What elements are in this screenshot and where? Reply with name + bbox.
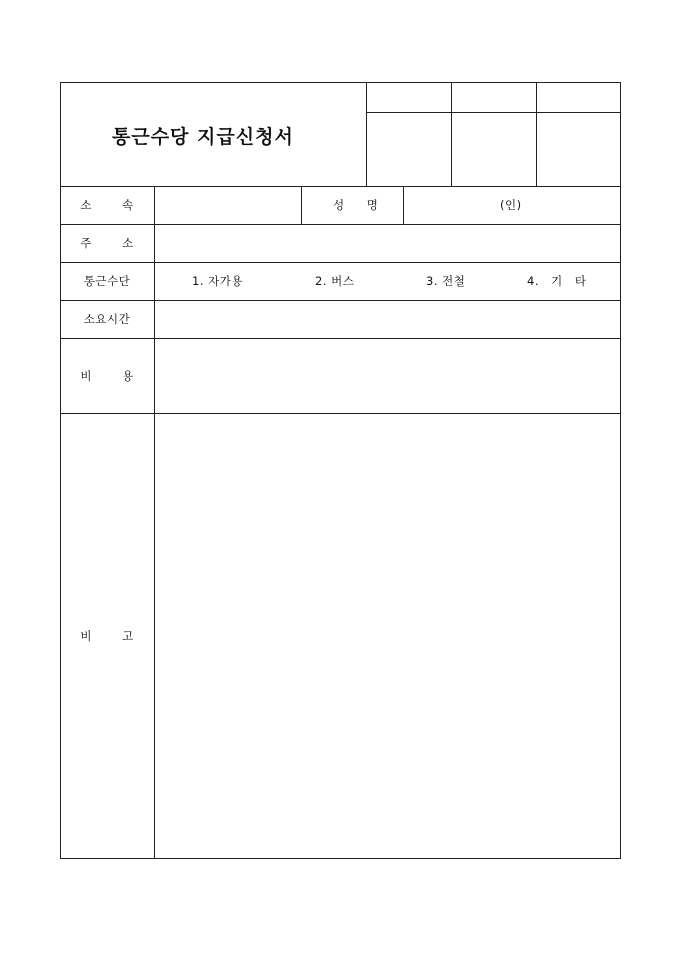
approval-header-1	[366, 82, 452, 113]
time-field[interactable]	[154, 300, 621, 339]
form-title: 통근수당 지급신청서	[112, 126, 294, 148]
remarks-label: 비 고	[80, 629, 134, 643]
approval-sign-2[interactable]	[451, 112, 537, 187]
commute-option-bus[interactable]: 2. 버스	[315, 274, 355, 288]
name-label: 성 명	[333, 198, 379, 212]
address-label: 주 소	[80, 236, 134, 250]
seal-mark: (인)	[500, 198, 522, 212]
time-label: 소요시간	[83, 312, 131, 326]
approval-sign-1[interactable]	[366, 112, 452, 187]
commute-option-car[interactable]: 1. 자가용	[192, 274, 243, 288]
cost-field[interactable]	[154, 338, 621, 414]
approval-sign-3[interactable]	[536, 112, 621, 187]
affiliation-field[interactable]	[154, 186, 302, 225]
commute-label: 통근수단	[83, 274, 131, 288]
commute-option-other[interactable]: 4. 기 타	[527, 274, 587, 288]
approval-header-3	[536, 82, 621, 113]
approval-header-2	[451, 82, 537, 113]
cost-label: 비 용	[80, 369, 134, 383]
remarks-field[interactable]	[154, 413, 621, 859]
affiliation-label: 소 속	[80, 198, 134, 212]
commute-allowance-form	[60, 82, 621, 859]
address-field[interactable]	[154, 224, 621, 263]
commute-option-subway[interactable]: 3. 전철	[426, 274, 466, 288]
